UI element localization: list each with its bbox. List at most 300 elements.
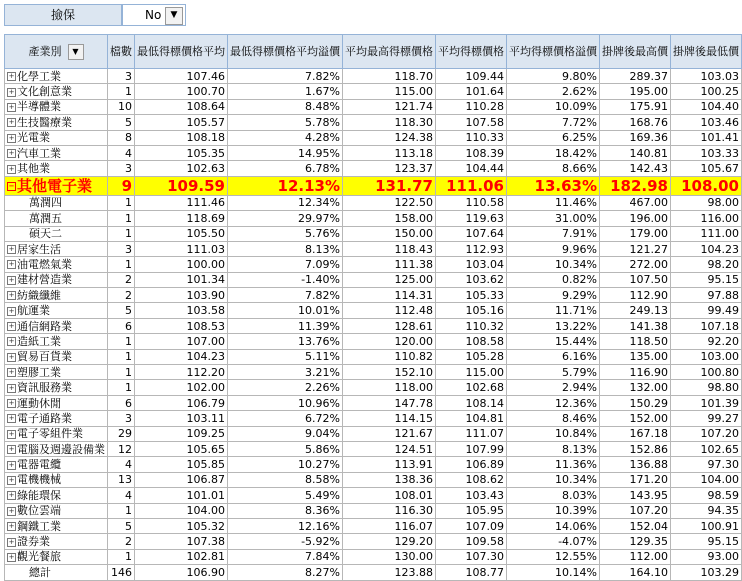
table-cell: 121.74 [343,99,436,114]
header-industry[interactable]: 產業別 ▼ [5,35,108,69]
table-cell: 129.20 [343,534,436,549]
table-cell: 150.00 [343,226,436,241]
table-cell: 107.20 [600,503,671,518]
table-cell: 108.18 [135,130,228,145]
table-cell: 114.15 [343,411,436,426]
table-cell: -5.92% [228,534,343,549]
table-cell: 103.90 [135,288,228,303]
table-cell: 147.78 [343,395,436,410]
table-cell: 107.18 [671,318,742,333]
table-cell: 105.57 [135,115,228,130]
table-cell: 118.69 [135,211,228,226]
table-cell: 138.36 [343,472,436,487]
row-label[interactable] [5,488,108,503]
table-row [5,241,742,256]
table-cell: 171.20 [600,472,671,487]
table-cell: 12 [108,441,135,456]
row-label[interactable] [5,549,108,564]
table-row [5,211,742,226]
table-cell: 8.03% [507,488,600,503]
table-cell: 112.90 [600,288,671,303]
table-cell: 103.00 [671,349,742,364]
table-cell: 108.14 [436,395,507,410]
table-row-highlighted [5,176,742,195]
table-cell: 5 [108,303,135,318]
table-cell: 158.00 [343,211,436,226]
table-cell: 168.76 [600,115,671,130]
table-cell: 167.18 [600,426,671,441]
row-label[interactable] [5,257,108,272]
table-cell: 110.32 [436,318,507,333]
header-row [5,35,742,69]
row-label[interactable] [5,303,108,318]
table-cell: 105.16 [436,303,507,318]
row-label-text: 化學工業 [17,69,61,83]
table-cell: 1 [108,84,135,99]
table-cell: 169.36 [600,130,671,145]
table-row [5,549,742,564]
row-label-text: 油電燃氣業 [17,257,72,271]
table-row [5,130,742,145]
expand-icon[interactable]: + [8,291,15,300]
table-cell: 3 [108,161,135,176]
row-label[interactable] [5,99,108,114]
table-cell: 7.84% [228,549,343,564]
table-cell: 100.00 [135,257,228,272]
row-label[interactable] [5,318,108,333]
row-label-text: 綠能環保 [17,488,61,502]
table-cell: 5.78% [228,115,343,130]
table-row [5,441,742,456]
table-cell: 6.25% [507,130,600,145]
table-cell: 7.72% [507,115,600,130]
table-cell: 103.43 [436,488,507,503]
table-cell: 106.90 [135,565,228,580]
table-cell: 122.50 [343,195,436,210]
table-cell: 109.25 [135,426,228,441]
table-cell: 1 [108,349,135,364]
collapse-icon[interactable]: − [8,181,15,190]
row-label-text: 總計 [29,565,51,579]
table-cell: 11.39% [228,318,343,333]
header-avg-bid: 平均得標價格 [436,35,507,69]
row-label[interactable] [5,457,108,472]
table-cell: 2.94% [507,380,600,395]
table-cell: 95.15 [671,272,742,287]
expand-icon[interactable]: + [8,87,15,96]
table-cell: 128.61 [343,318,436,333]
table-cell: 8.13% [507,441,600,456]
row-label[interactable] [5,441,108,456]
table-cell: 111.38 [343,257,436,272]
table-cell: 104.23 [671,241,742,256]
table-cell: 107.30 [436,549,507,564]
table-cell: 10.09% [507,99,600,114]
row-label-text: 光電業 [17,131,50,145]
row-label [5,565,108,580]
table-cell: 103.04 [436,257,507,272]
table-cell: 100.80 [671,365,742,380]
table-cell: 107.99 [436,441,507,456]
row-label[interactable] [5,176,108,195]
table-cell: 111.00 [671,226,742,241]
table-cell: 6 [108,395,135,410]
table-cell: 10.27% [228,457,343,472]
table-cell: 7.09% [228,257,343,272]
table-cell: 1 [108,257,135,272]
table-cell: 107.58 [436,115,507,130]
table-cell: 6.16% [507,349,600,364]
table-cell: 10.01% [228,303,343,318]
table-cell: 118.30 [343,115,436,130]
table-cell: 6.72% [228,411,343,426]
table-cell: 14.06% [507,518,600,533]
expand-icon[interactable]: + [8,491,15,500]
table-cell: 164.10 [600,565,671,580]
table-cell: 3 [108,241,135,256]
table-cell: 9.96% [507,241,600,256]
row-label[interactable] [5,380,108,395]
row-label-text: 萬潤四 [29,196,62,210]
row-label-text: 證券業 [17,535,50,549]
row-label[interactable] [5,349,108,364]
row-label-text: 電子通路業 [17,411,72,425]
expand-icon[interactable]: + [8,164,15,173]
expand-icon[interactable]: + [8,322,15,331]
row-label-text: 資訊服務業 [17,381,72,395]
table-cell: 5.76% [228,226,343,241]
row-label[interactable] [5,288,108,303]
table-cell: 143.95 [600,488,671,503]
row-label[interactable] [5,503,108,518]
table-cell: 108.77 [436,565,507,580]
header-min-bid-avg: 最低得標價格平均 [135,35,228,69]
table-cell: 103.11 [135,411,228,426]
row-label[interactable] [5,365,108,380]
table-cell: 93.00 [671,549,742,564]
funnel-icon[interactable]: ▼ [165,7,183,25]
table-cell: 12.34% [228,195,343,210]
row-label[interactable] [5,272,108,287]
row-label-text: 居家生活 [17,242,61,256]
table-cell: 111.06 [436,176,507,195]
table-cell: 272.00 [600,257,671,272]
table-cell: 13.63% [507,176,600,195]
table-cell: 104.40 [671,99,742,114]
expand-icon[interactable]: + [8,368,15,377]
table-cell: 152.86 [600,441,671,456]
table-row [5,272,742,287]
table-row [5,395,742,410]
row-label[interactable] [5,161,108,176]
expand-icon[interactable]: + [8,414,15,423]
table-cell: 107.20 [671,426,742,441]
table-cell: 8.58% [228,472,343,487]
table-cell: 146 [108,565,135,580]
table-cell: 5.49% [228,488,343,503]
table-cell: 118.50 [600,334,671,349]
row-label-text: 汽車工業 [17,146,61,160]
table-cell: 112.20 [135,365,228,380]
table-cell: 9 [108,176,135,195]
table-cell: 4 [108,145,135,160]
table-cell: 8.36% [228,503,343,518]
table-cell: 1 [108,211,135,226]
table-cell: 123.88 [343,565,436,580]
table-cell: 125.00 [343,272,436,287]
expand-icon[interactable]: + [8,275,15,284]
table-cell: 10 [108,99,135,114]
row-label-text: 電腦及週邊設備業 [17,442,105,456]
table-row [5,99,742,114]
table-cell: 94.35 [671,503,742,518]
table-row [5,226,742,241]
filter-value-dropdown[interactable] [122,4,186,26]
table-cell: 1 [108,549,135,564]
table-cell: 179.00 [600,226,671,241]
table-cell: 107.09 [436,518,507,533]
header-avg-max-bid: 平均最高得標價格 [343,35,436,69]
table-cell: 103.58 [135,303,228,318]
expand-icon[interactable]: + [8,306,15,315]
table-cell: 7.82% [228,69,343,84]
table-cell: 13.22% [507,318,600,333]
table-cell: 124.38 [343,130,436,145]
table-cell: 141.38 [600,318,671,333]
table-cell: 152.04 [600,518,671,533]
row-label[interactable] [5,518,108,533]
table-cell: 98.59 [671,488,742,503]
row-label-text: 數位雲端 [17,504,61,518]
expand-icon[interactable]: + [8,149,15,158]
table-cell: 182.98 [600,176,671,195]
table-cell: 116.07 [343,518,436,533]
table-cell: 1 [108,380,135,395]
expand-icon[interactable]: + [8,506,15,515]
table-row [5,518,742,533]
table-cell: 108.01 [343,488,436,503]
row-label-text: 文化創意業 [17,85,72,99]
table-cell: 9.80% [507,69,600,84]
row-label[interactable] [5,69,108,84]
table-cell: 18.42% [507,145,600,160]
table-row [5,334,742,349]
table-cell: 113.91 [343,457,436,472]
table-cell: 105.32 [135,518,228,533]
table-cell: 140.81 [600,145,671,160]
expand-icon[interactable]: + [8,399,15,407]
table-cell: 29 [108,426,135,441]
table-cell: 132.00 [600,380,671,395]
expand-icon[interactable]: + [8,383,15,392]
table-cell: 12.36% [507,395,600,410]
table-cell: 98.00 [671,195,742,210]
table-cell: 11.46% [507,195,600,210]
expand-icon[interactable]: + [8,460,15,469]
table-row [5,426,742,441]
row-label[interactable] [5,115,108,130]
row-label-text: 生技醫療業 [17,115,72,129]
table-cell: 10.34% [507,472,600,487]
table-cell: -4.07% [507,534,600,549]
table-cell: 152.10 [343,365,436,380]
table-cell: 6 [108,318,135,333]
row-label-text: 造紙工業 [17,334,61,348]
table-cell: 102.68 [436,380,507,395]
row-label-text: 紡織纖維 [17,288,61,302]
row-label-text: 其他業 [17,162,50,176]
table-cell: 136.88 [600,457,671,472]
table-cell: 104.44 [436,161,507,176]
table-cell: 3.21% [228,365,343,380]
row-label-text: 碩天二 [29,227,62,241]
table-cell: -1.40% [228,272,343,287]
expand-icon[interactable]: + [8,475,15,484]
table-row [5,195,742,210]
table-cell: 121.27 [600,241,671,256]
table-cell: 105.65 [135,441,228,456]
table-cell: 103.29 [671,565,742,580]
expand-icon[interactable]: + [8,429,15,438]
table-cell: 10.96% [228,395,343,410]
expand-icon[interactable]: + [8,102,15,111]
table-cell: 8.66% [507,161,600,176]
table-cell: 107.38 [135,534,228,549]
grand-total-row [5,565,742,580]
table-cell: 105.95 [436,503,507,518]
table-cell: 3 [108,69,135,84]
table-cell: 107.64 [436,226,507,241]
table-row [5,288,742,303]
row-label-text: 半導體業 [17,100,61,114]
table-cell: 113.18 [343,145,436,160]
table-cell: 112.93 [436,241,507,256]
table-cell: 130.00 [343,549,436,564]
row-label[interactable] [5,426,108,441]
table-cell: 10.84% [507,426,600,441]
table-cell: 4 [108,488,135,503]
row-label[interactable] [5,411,108,426]
expand-icon[interactable]: + [8,245,15,254]
table-cell: 111.46 [135,195,228,210]
table-cell: 110.58 [436,195,507,210]
expand-icon[interactable]: + [8,352,15,361]
table-cell: 107.00 [135,334,228,349]
table-cell: 13.76% [228,334,343,349]
table-cell: 2.26% [228,380,343,395]
table-cell: 95.15 [671,534,742,549]
expand-icon[interactable]: + [8,72,15,81]
table-cell: 105.85 [135,457,228,472]
table-cell: 108.39 [436,145,507,160]
table-cell: 107.46 [135,69,228,84]
expand-icon[interactable]: + [8,522,15,531]
header-avg-bid-premium: 平均得標價格溢價 [507,35,600,69]
table-cell: 100.25 [671,84,742,99]
table-cell: 98.20 [671,257,742,272]
expand-icon[interactable]: + [8,445,15,454]
table-cell: 7.82% [228,288,343,303]
table-cell: 5 [108,518,135,533]
table-cell: 97.88 [671,288,742,303]
table-cell: 103.46 [671,115,742,130]
row-label[interactable] [5,472,108,487]
table-cell: 106.89 [436,457,507,472]
row-label[interactable] [5,334,108,349]
expand-icon[interactable]: + [8,118,15,127]
row-label-text: 塑膠工業 [17,365,61,379]
table-cell: 1 [108,365,135,380]
expand-icon[interactable]: + [8,537,15,546]
table-row [5,145,742,160]
row-label-text: 其他電子業 [17,176,93,195]
row-label [5,226,108,241]
table-cell: 108.00 [671,176,742,195]
table-cell: 92.20 [671,334,742,349]
filter-field-label: 撿保 [4,4,122,26]
table-cell: 5 [108,115,135,130]
expand-icon[interactable]: + [8,552,15,561]
expand-icon[interactable]: + [8,260,15,269]
table-row [5,488,742,503]
table-cell: 9.29% [507,288,600,303]
row-label[interactable] [5,84,108,99]
filter-value-text: No [145,8,162,22]
row-label[interactable] [5,130,108,145]
table-cell: 110.82 [343,349,436,364]
table-cell: 2 [108,288,135,303]
table-cell: 102.63 [135,161,228,176]
pivot-table [4,34,742,581]
row-label[interactable] [5,145,108,160]
table-cell: 10.34% [507,257,600,272]
table-cell: 106.87 [135,472,228,487]
table-cell: 108.58 [436,334,507,349]
table-cell: 249.13 [600,303,671,318]
table-row [5,161,742,176]
table-cell: 116.90 [600,365,671,380]
table-cell: 14.95% [228,145,343,160]
table-cell: 99.27 [671,411,742,426]
header-count: 檔數 [108,35,135,69]
table-row [5,534,742,549]
table-cell: 0.82% [507,272,600,287]
row-label[interactable] [5,534,108,549]
sort-filter-icon[interactable]: ▼ [68,44,84,60]
table-cell: 109.44 [436,69,507,84]
table-row [5,257,742,272]
table-cell: 8.48% [228,99,343,114]
table-cell: 105.33 [436,288,507,303]
row-label-text: 萬潤五 [29,211,62,225]
row-label-text: 運動休閒 [17,396,61,410]
table-cell: 7.91% [507,226,600,241]
table-cell: 1 [108,195,135,210]
table-cell: 111.07 [436,426,507,441]
row-label-text: 通信網路業 [17,319,72,333]
table-cell: 119.63 [436,211,507,226]
expand-icon[interactable]: + [8,133,15,142]
table-row [5,303,742,318]
table-cell: 105.28 [436,349,507,364]
expand-icon[interactable]: + [8,337,15,346]
table-cell: 129.35 [600,534,671,549]
table-cell: 2 [108,534,135,549]
table-cell: 115.00 [436,365,507,380]
row-label[interactable] [5,395,108,410]
row-label[interactable] [5,241,108,256]
table-cell: 105.50 [135,226,228,241]
